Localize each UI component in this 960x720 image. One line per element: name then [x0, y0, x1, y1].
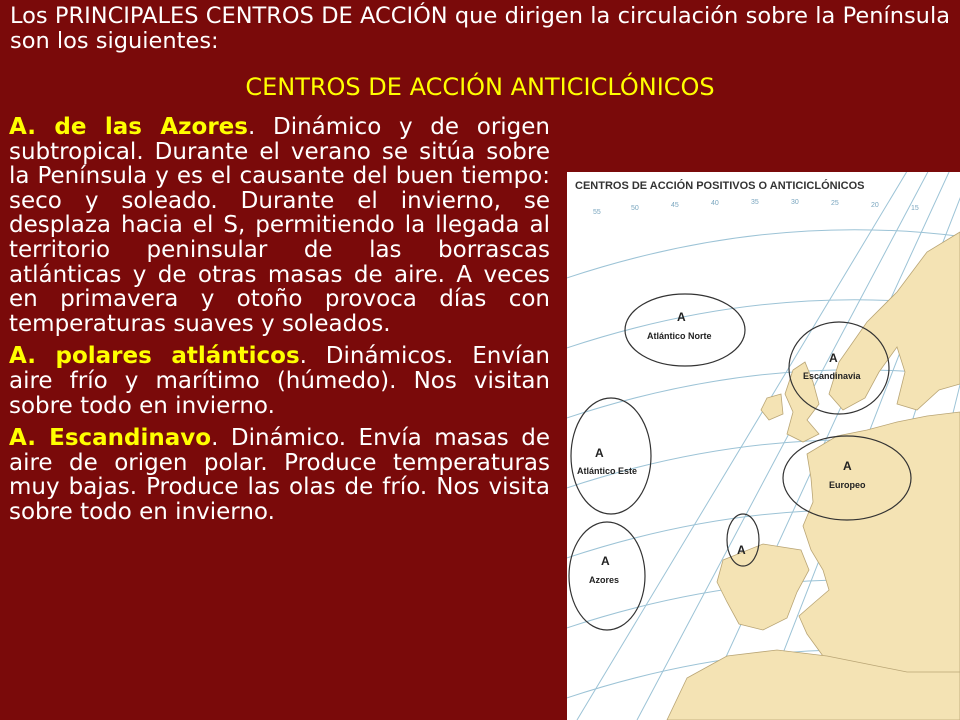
center-label-europeo: Europeo	[829, 480, 866, 490]
tick-label: 25	[831, 200, 839, 207]
center-symbol: A	[601, 554, 610, 568]
section-title: CENTROS DE ACCIÓN ANTICICLÓNICOS	[245, 73, 715, 101]
center-symbol: A	[595, 446, 604, 460]
center-symbol: A	[843, 459, 852, 473]
entry-text: . Dinámicos. Envían aire frío y marítimo (húmedo). Nos visitan sobre todo en invierno.	[9, 343, 550, 419]
entry-escandinavo	[9, 426, 550, 524]
tick-label: 20	[871, 202, 879, 209]
center-symbol: A	[829, 351, 838, 365]
center-label-atlantico-norte: Atlántico Norte	[647, 331, 712, 341]
center-symbol-iberia: A	[737, 543, 746, 557]
tick-label: 50	[631, 205, 639, 212]
entry-name: A. de las Azores	[9, 114, 248, 140]
entry-text: . Dinámico. Envía masas de aire de origen polar. Produce temperaturas muy bajas. Produce las olas de frío. Nos visita sobre todo en invierno.	[9, 425, 551, 525]
tick-label: 15	[911, 205, 919, 212]
entry-polares-atlanticos	[9, 344, 550, 418]
tick-label: 45	[671, 202, 679, 209]
anticyclone-map	[567, 172, 960, 720]
center-label-atlantico-este: Atlántico Este	[577, 466, 638, 476]
entry-azores	[9, 115, 550, 336]
tick-label: 35	[751, 199, 759, 206]
tick-label: 40	[711, 200, 719, 207]
tick-label: 30	[791, 199, 799, 206]
center-label-azores: Azores	[589, 575, 620, 585]
center-symbol: A	[677, 310, 686, 324]
map-svg	[567, 172, 960, 720]
entries-list	[9, 115, 550, 525]
tick-label: 55	[593, 209, 601, 216]
intro-paragraph: Los PRINCIPALES CENTROS DE ACCIÓN que dirigen la circulación sobre la Península son los siguientes:	[10, 3, 950, 54]
entry-name: A. Escandinavo	[9, 425, 212, 452]
entry-name: A. polares atlánticos	[9, 343, 300, 370]
entry-text: . Dinámico y de origen subtropical. Durante el verano se sitúa sobre la Península y es el causante del buen tiempo: seco y soleado. Durante el invierno, se desplaza hacia el S, permitiendo la llegada al territorio peninsular de las borrascas atlánticas y de otras masas de aire. A veces en primavera y otoño provoca días con temperaturas suaves y soleados.	[9, 114, 551, 337]
center-label-escandinavia: Escandinavia	[803, 371, 861, 381]
map-title: CENTROS DE ACCIÓN POSITIVOS O ANTICICLÓNICOS	[575, 180, 865, 192]
